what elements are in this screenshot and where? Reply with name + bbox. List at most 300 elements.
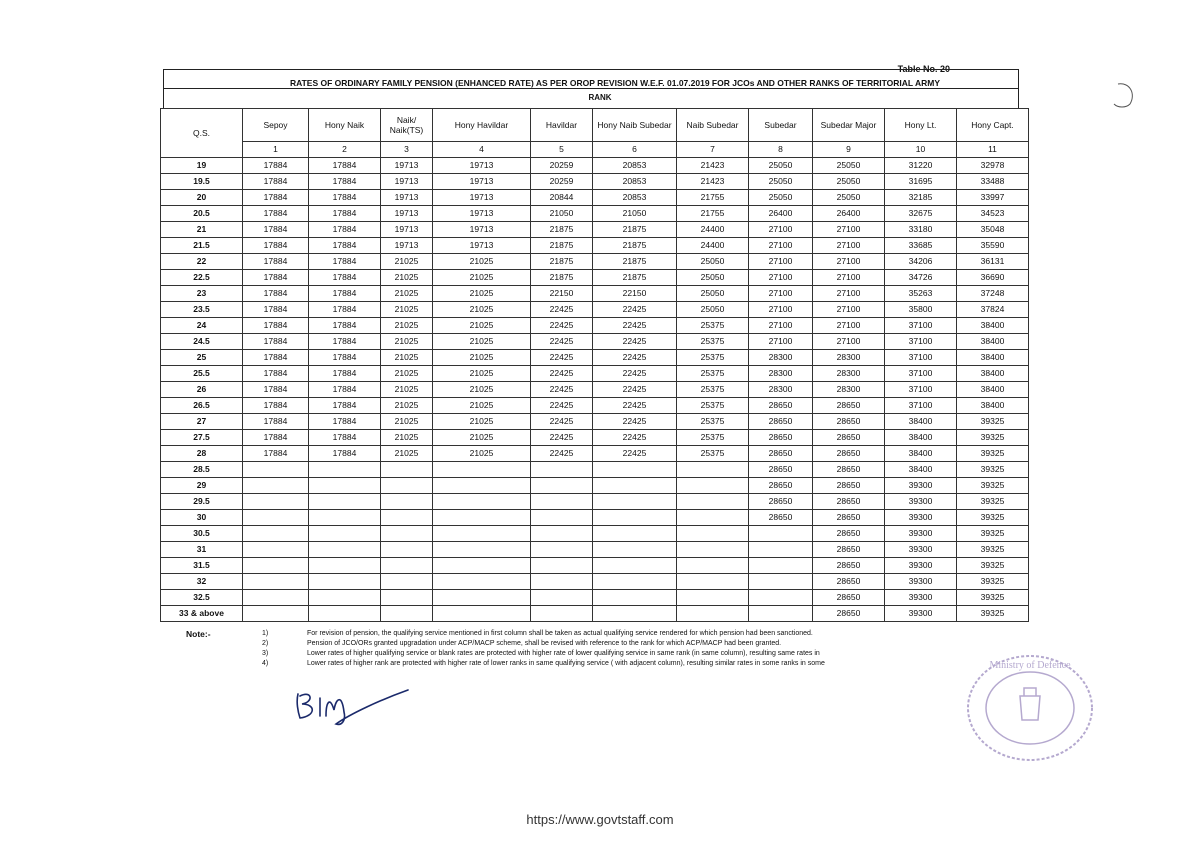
rate-cell (381, 590, 433, 606)
rate-cell: 28650 (813, 542, 885, 558)
rate-cell (243, 494, 309, 510)
rate-cell (531, 558, 593, 574)
note-item (262, 639, 825, 649)
rate-cell: 22425 (593, 334, 677, 350)
rate-cell: 25050 (813, 158, 885, 174)
rate-cell: 31220 (885, 158, 957, 174)
rate-cell (677, 574, 749, 590)
rate-cell: 24400 (677, 222, 749, 238)
rate-cell: 17884 (243, 238, 309, 254)
rate-cell: 37100 (885, 318, 957, 334)
column-header: Naik/ Naik(TS) (381, 109, 433, 142)
rate-cell (433, 526, 531, 542)
rate-cell: 28650 (749, 494, 813, 510)
rate-cell: 25050 (677, 286, 749, 302)
qualifying-service-cell: 20 (161, 190, 243, 206)
rate-cell: 21025 (381, 350, 433, 366)
qualifying-service-cell: 21 (161, 222, 243, 238)
rate-cell: 28650 (813, 494, 885, 510)
rate-cell (749, 558, 813, 574)
rate-cell (531, 590, 593, 606)
rate-cell: 38400 (957, 366, 1029, 382)
rate-cell: 27100 (813, 270, 885, 286)
table-row (161, 558, 1029, 574)
pension-table (160, 108, 1029, 622)
title-divider (163, 88, 1018, 89)
rate-cell (309, 590, 381, 606)
rate-cell (433, 590, 531, 606)
rate-cell: 17884 (309, 254, 381, 270)
rate-cell: 21025 (381, 286, 433, 302)
rate-cell: 39325 (957, 430, 1029, 446)
rate-cell: 21025 (381, 302, 433, 318)
column-header: Hony Lt. (885, 109, 957, 142)
qualifying-service-cell: 20.5 (161, 206, 243, 222)
rate-cell: 19713 (433, 238, 531, 254)
table-row (161, 510, 1029, 526)
rate-cell: 37248 (957, 286, 1029, 302)
rate-cell: 17884 (243, 206, 309, 222)
rate-cell (593, 510, 677, 526)
rate-cell (593, 574, 677, 590)
rate-cell: 37100 (885, 382, 957, 398)
table-row (161, 494, 1029, 510)
rate-cell (309, 494, 381, 510)
rate-cell: 21025 (433, 414, 531, 430)
rate-cell: 22425 (531, 350, 593, 366)
rate-cell: 39300 (885, 558, 957, 574)
rate-cell (243, 590, 309, 606)
rate-cell (243, 462, 309, 478)
rate-cell: 35590 (957, 238, 1029, 254)
rate-cell: 39300 (885, 526, 957, 542)
qualifying-service-cell: 22 (161, 254, 243, 270)
rate-cell (381, 606, 433, 622)
rate-cell: 17884 (243, 190, 309, 206)
rate-cell: 19713 (381, 238, 433, 254)
note-item (262, 629, 825, 639)
rate-cell (381, 542, 433, 558)
rate-cell: 22425 (531, 414, 593, 430)
rate-cell: 25375 (677, 382, 749, 398)
rate-cell (531, 526, 593, 542)
rate-cell: 34206 (885, 254, 957, 270)
rate-cell: 21025 (433, 430, 531, 446)
qualifying-service-cell: 27 (161, 414, 243, 430)
rate-cell: 17884 (243, 414, 309, 430)
rate-cell (381, 494, 433, 510)
rate-cell: 33685 (885, 238, 957, 254)
table-row (161, 190, 1029, 206)
qualifying-service-cell: 22.5 (161, 270, 243, 286)
qualifying-service-cell: 26.5 (161, 398, 243, 414)
rate-cell: 28650 (749, 510, 813, 526)
rate-cell: 19713 (433, 158, 531, 174)
column-number: 4 (433, 142, 531, 158)
rate-cell: 27100 (813, 318, 885, 334)
rate-cell (433, 542, 531, 558)
table-row (161, 158, 1029, 174)
qs-header: Q.S. (161, 109, 243, 158)
rate-cell: 27100 (813, 334, 885, 350)
rate-cell: 21050 (531, 206, 593, 222)
column-header: Subedar (749, 109, 813, 142)
table-row (161, 318, 1029, 334)
column-header: Subedar Major (813, 109, 885, 142)
qualifying-service-cell: 31.5 (161, 558, 243, 574)
rate-cell: 21875 (593, 254, 677, 270)
qualifying-service-cell: 29 (161, 478, 243, 494)
rate-cell: 17884 (309, 302, 381, 318)
rate-cell: 21025 (381, 318, 433, 334)
rate-cell: 17884 (309, 334, 381, 350)
table-row (161, 350, 1029, 366)
rate-cell: 21025 (433, 446, 531, 462)
rate-cell (243, 558, 309, 574)
rate-cell (309, 558, 381, 574)
rate-cell: 39300 (885, 590, 957, 606)
rate-cell: 28650 (749, 478, 813, 494)
rate-cell (531, 510, 593, 526)
rate-cell: 28650 (813, 590, 885, 606)
rate-cell: 37100 (885, 350, 957, 366)
table-row (161, 366, 1029, 382)
rate-cell: 39300 (885, 510, 957, 526)
svg-text:Ministry of Defence: Ministry of Defence (989, 660, 1071, 671)
rate-cell: 38400 (957, 318, 1029, 334)
rate-cell: 21025 (381, 254, 433, 270)
rate-cell: 22150 (531, 286, 593, 302)
rate-cell (433, 606, 531, 622)
rate-cell: 17884 (243, 382, 309, 398)
rate-cell: 17884 (243, 302, 309, 318)
qualifying-service-cell: 19 (161, 158, 243, 174)
rate-cell: 22425 (593, 430, 677, 446)
table-row (161, 222, 1029, 238)
rate-cell: 22425 (531, 318, 593, 334)
rate-cell: 22425 (531, 302, 593, 318)
rate-cell: 28650 (749, 398, 813, 414)
table-row (161, 270, 1029, 286)
handwritten-signature (290, 680, 420, 730)
qualifying-service-cell: 24 (161, 318, 243, 334)
rate-cell: 28650 (813, 430, 885, 446)
rate-cell: 27100 (749, 302, 813, 318)
rate-cell: 35048 (957, 222, 1029, 238)
rate-cell (531, 542, 593, 558)
rate-cell: 21875 (593, 238, 677, 254)
rate-cell: 21875 (531, 254, 593, 270)
rate-cell (381, 574, 433, 590)
rate-cell: 21423 (677, 174, 749, 190)
rate-cell: 28650 (813, 398, 885, 414)
table-row (161, 430, 1029, 446)
table-row (161, 302, 1029, 318)
rate-cell (677, 590, 749, 606)
rate-cell: 21875 (531, 270, 593, 286)
rate-cell: 28300 (749, 382, 813, 398)
footer-url: https://www.govtstaff.com (526, 812, 674, 827)
rate-cell: 19713 (381, 222, 433, 238)
rate-cell: 22425 (593, 382, 677, 398)
rate-cell (749, 574, 813, 590)
rate-cell (531, 494, 593, 510)
rate-cell: 17884 (309, 398, 381, 414)
rate-cell: 33997 (957, 190, 1029, 206)
rate-cell (593, 478, 677, 494)
note-text: Lower rates of higher qualifying service or blank rates are protected with higher rate of lower qualifying service in same rank (in same column), resulting same rates in (307, 650, 820, 657)
rate-cell: 38400 (885, 414, 957, 430)
rate-cell: 28650 (749, 414, 813, 430)
column-header: Hony Naik (309, 109, 381, 142)
qualifying-service-cell: 24.5 (161, 334, 243, 350)
frame-left-border (163, 69, 164, 109)
rate-cell: 28300 (813, 366, 885, 382)
rate-cell: 22425 (593, 446, 677, 462)
rate-cell: 19713 (433, 222, 531, 238)
rate-cell: 37100 (885, 366, 957, 382)
rate-cell (677, 558, 749, 574)
note-text: For revision of pension, the qualifying service mentioned in first column shall be taken as actual qualifying service rendered for which pension had been sanctioned. (307, 630, 813, 637)
qualifying-service-cell: 31 (161, 542, 243, 558)
column-number: 8 (749, 142, 813, 158)
rate-cell: 21025 (381, 382, 433, 398)
rate-cell: 27100 (749, 238, 813, 254)
table-row (161, 174, 1029, 190)
document-title: RATES OF ORDINARY FAMILY PENSION (ENHANCED RATE) AS PER OROP REVISION W.E.F. 01.07.2019 FOR JCOs AND OTHER RANKS OF TERRITORIAL ARMY (289, 78, 941, 88)
column-header: Naib Subedar (677, 109, 749, 142)
rate-cell (243, 510, 309, 526)
rate-cell: 21025 (381, 334, 433, 350)
rate-cell: 21025 (381, 366, 433, 382)
rate-cell: 22425 (531, 430, 593, 446)
rate-cell: 32675 (885, 206, 957, 222)
rate-cell: 22425 (531, 382, 593, 398)
rate-cell (381, 558, 433, 574)
rate-cell (309, 510, 381, 526)
table-row (161, 590, 1029, 606)
rate-cell: 34523 (957, 206, 1029, 222)
rate-cell: 17884 (309, 206, 381, 222)
rate-cell (309, 606, 381, 622)
rate-cell: 21755 (677, 190, 749, 206)
rate-cell (309, 574, 381, 590)
rate-cell (243, 574, 309, 590)
rate-cell: 35263 (885, 286, 957, 302)
rate-cell (677, 462, 749, 478)
frame-top-border (163, 69, 1018, 70)
rate-cell (749, 606, 813, 622)
rate-cell: 27100 (749, 318, 813, 334)
rate-cell: 22425 (531, 446, 593, 462)
rate-cell: 28650 (813, 478, 885, 494)
rate-cell: 21875 (593, 270, 677, 286)
rate-cell: 21423 (677, 158, 749, 174)
rate-cell: 25375 (677, 398, 749, 414)
rate-cell: 27100 (813, 286, 885, 302)
table-row (161, 238, 1029, 254)
rate-cell: 19713 (433, 190, 531, 206)
rate-cell (433, 462, 531, 478)
rate-cell: 21875 (531, 222, 593, 238)
rate-cell: 39325 (957, 606, 1029, 622)
note-number: 1) (262, 630, 269, 637)
column-number-row (161, 142, 1029, 158)
table-row (161, 462, 1029, 478)
rate-cell: 21025 (381, 398, 433, 414)
rate-cell: 27100 (749, 286, 813, 302)
rate-cell: 19713 (433, 206, 531, 222)
qualifying-service-cell: 25.5 (161, 366, 243, 382)
rate-cell: 17884 (309, 430, 381, 446)
punch-hole-mark (1108, 80, 1138, 110)
rate-cell: 21025 (433, 302, 531, 318)
rate-cell: 38400 (957, 398, 1029, 414)
rate-cell: 22425 (593, 318, 677, 334)
table-row (161, 414, 1029, 430)
note-item (262, 649, 825, 659)
rate-cell: 17884 (309, 158, 381, 174)
rate-cell: 27100 (749, 222, 813, 238)
rate-cell (243, 526, 309, 542)
note-text: Lower rates of higher rank are protected with higher rate of lower ranks in same qualifying service ( with adjacent column), resulting similar rates in some ranks in some (307, 660, 825, 667)
rate-cell: 38400 (885, 446, 957, 462)
qualifying-service-cell: 27.5 (161, 430, 243, 446)
column-header: Hony Naib Subedar (593, 109, 677, 142)
column-number: 2 (309, 142, 381, 158)
rate-cell: 28650 (749, 430, 813, 446)
rate-cell: 20259 (531, 158, 593, 174)
rate-cell: 17884 (309, 270, 381, 286)
rate-cell (243, 542, 309, 558)
rate-cell (381, 462, 433, 478)
rate-cell: 39325 (957, 510, 1029, 526)
column-header: Hony Havildar (433, 109, 531, 142)
rate-cell: 20853 (593, 158, 677, 174)
rate-cell: 25050 (677, 270, 749, 286)
rate-cell: 28650 (749, 462, 813, 478)
rate-cell: 25050 (749, 158, 813, 174)
rate-cell: 28650 (749, 446, 813, 462)
column-header: Havildar (531, 109, 593, 142)
rate-cell: 21025 (433, 382, 531, 398)
rate-cell: 39325 (957, 494, 1029, 510)
rate-cell (531, 574, 593, 590)
rate-cell: 21025 (433, 366, 531, 382)
rate-cell (749, 590, 813, 606)
column-number: 10 (885, 142, 957, 158)
rate-cell (749, 526, 813, 542)
qualifying-service-cell: 21.5 (161, 238, 243, 254)
qualifying-service-cell: 23 (161, 286, 243, 302)
rate-cell: 17884 (309, 190, 381, 206)
rate-cell: 19713 (381, 158, 433, 174)
rate-cell: 21025 (381, 414, 433, 430)
rate-cell: 27100 (813, 254, 885, 270)
rate-cell: 20844 (531, 190, 593, 206)
rate-cell: 25050 (813, 174, 885, 190)
qualifying-service-cell: 30.5 (161, 526, 243, 542)
rate-cell: 17884 (243, 222, 309, 238)
rate-cell: 38400 (885, 462, 957, 478)
qualifying-service-cell: 32 (161, 574, 243, 590)
rate-cell: 21025 (433, 350, 531, 366)
rate-cell: 21025 (433, 254, 531, 270)
rate-cell: 34726 (885, 270, 957, 286)
rate-cell: 28300 (749, 366, 813, 382)
rate-cell (433, 494, 531, 510)
qualifying-service-cell: 28.5 (161, 462, 243, 478)
rate-cell (593, 462, 677, 478)
rate-cell (531, 462, 593, 478)
table-row (161, 382, 1029, 398)
rate-cell: 17884 (243, 286, 309, 302)
qualifying-service-cell: 33 & above (161, 606, 243, 622)
table-row (161, 254, 1029, 270)
rate-cell: 24400 (677, 238, 749, 254)
qualifying-service-cell: 26 (161, 382, 243, 398)
rate-cell (593, 526, 677, 542)
rate-cell: 39300 (885, 574, 957, 590)
column-number: 7 (677, 142, 749, 158)
rate-cell: 20853 (593, 174, 677, 190)
rate-cell: 17884 (309, 414, 381, 430)
rate-cell (749, 542, 813, 558)
rate-cell: 17884 (243, 430, 309, 446)
rate-cell: 21025 (433, 270, 531, 286)
rate-cell: 38400 (885, 430, 957, 446)
rate-cell: 17884 (243, 174, 309, 190)
rate-cell: 17884 (243, 398, 309, 414)
rate-cell: 25375 (677, 414, 749, 430)
rate-cell: 21050 (593, 206, 677, 222)
column-number: 9 (813, 142, 885, 158)
note-number: 4) (262, 660, 269, 667)
rate-cell (309, 542, 381, 558)
rate-cell: 25375 (677, 318, 749, 334)
rate-cell: 25375 (677, 430, 749, 446)
rate-cell: 28650 (813, 414, 885, 430)
column-header: Hony Capt. (957, 109, 1029, 142)
rate-cell: 20853 (593, 190, 677, 206)
rate-cell: 17884 (309, 238, 381, 254)
rate-cell: 39325 (957, 558, 1029, 574)
rate-cell: 17884 (243, 446, 309, 462)
rate-cell: 17884 (243, 318, 309, 334)
rate-cell: 27100 (813, 238, 885, 254)
rate-cell: 33488 (957, 174, 1029, 190)
rate-cell: 39325 (957, 542, 1029, 558)
table-row (161, 446, 1029, 462)
rate-cell (309, 526, 381, 542)
rate-cell: 21025 (433, 318, 531, 334)
rate-cell: 21755 (677, 206, 749, 222)
rate-cell (243, 478, 309, 494)
rate-cell: 25375 (677, 334, 749, 350)
rate-cell (309, 462, 381, 478)
rate-cell: 39300 (885, 494, 957, 510)
rate-cell: 37100 (885, 398, 957, 414)
rate-cell: 17884 (309, 222, 381, 238)
table-row (161, 206, 1029, 222)
rate-cell (243, 606, 309, 622)
rate-cell: 27100 (813, 302, 885, 318)
rate-cell (433, 478, 531, 494)
rate-cell: 17884 (309, 174, 381, 190)
rate-cell: 25050 (677, 302, 749, 318)
rate-cell: 22425 (531, 334, 593, 350)
note-text: Pension of JCO/ORs granted upgradation under ACP/MACP scheme, shall be revised with reference to the rank for which ACP/MACP had been granted. (307, 640, 782, 647)
